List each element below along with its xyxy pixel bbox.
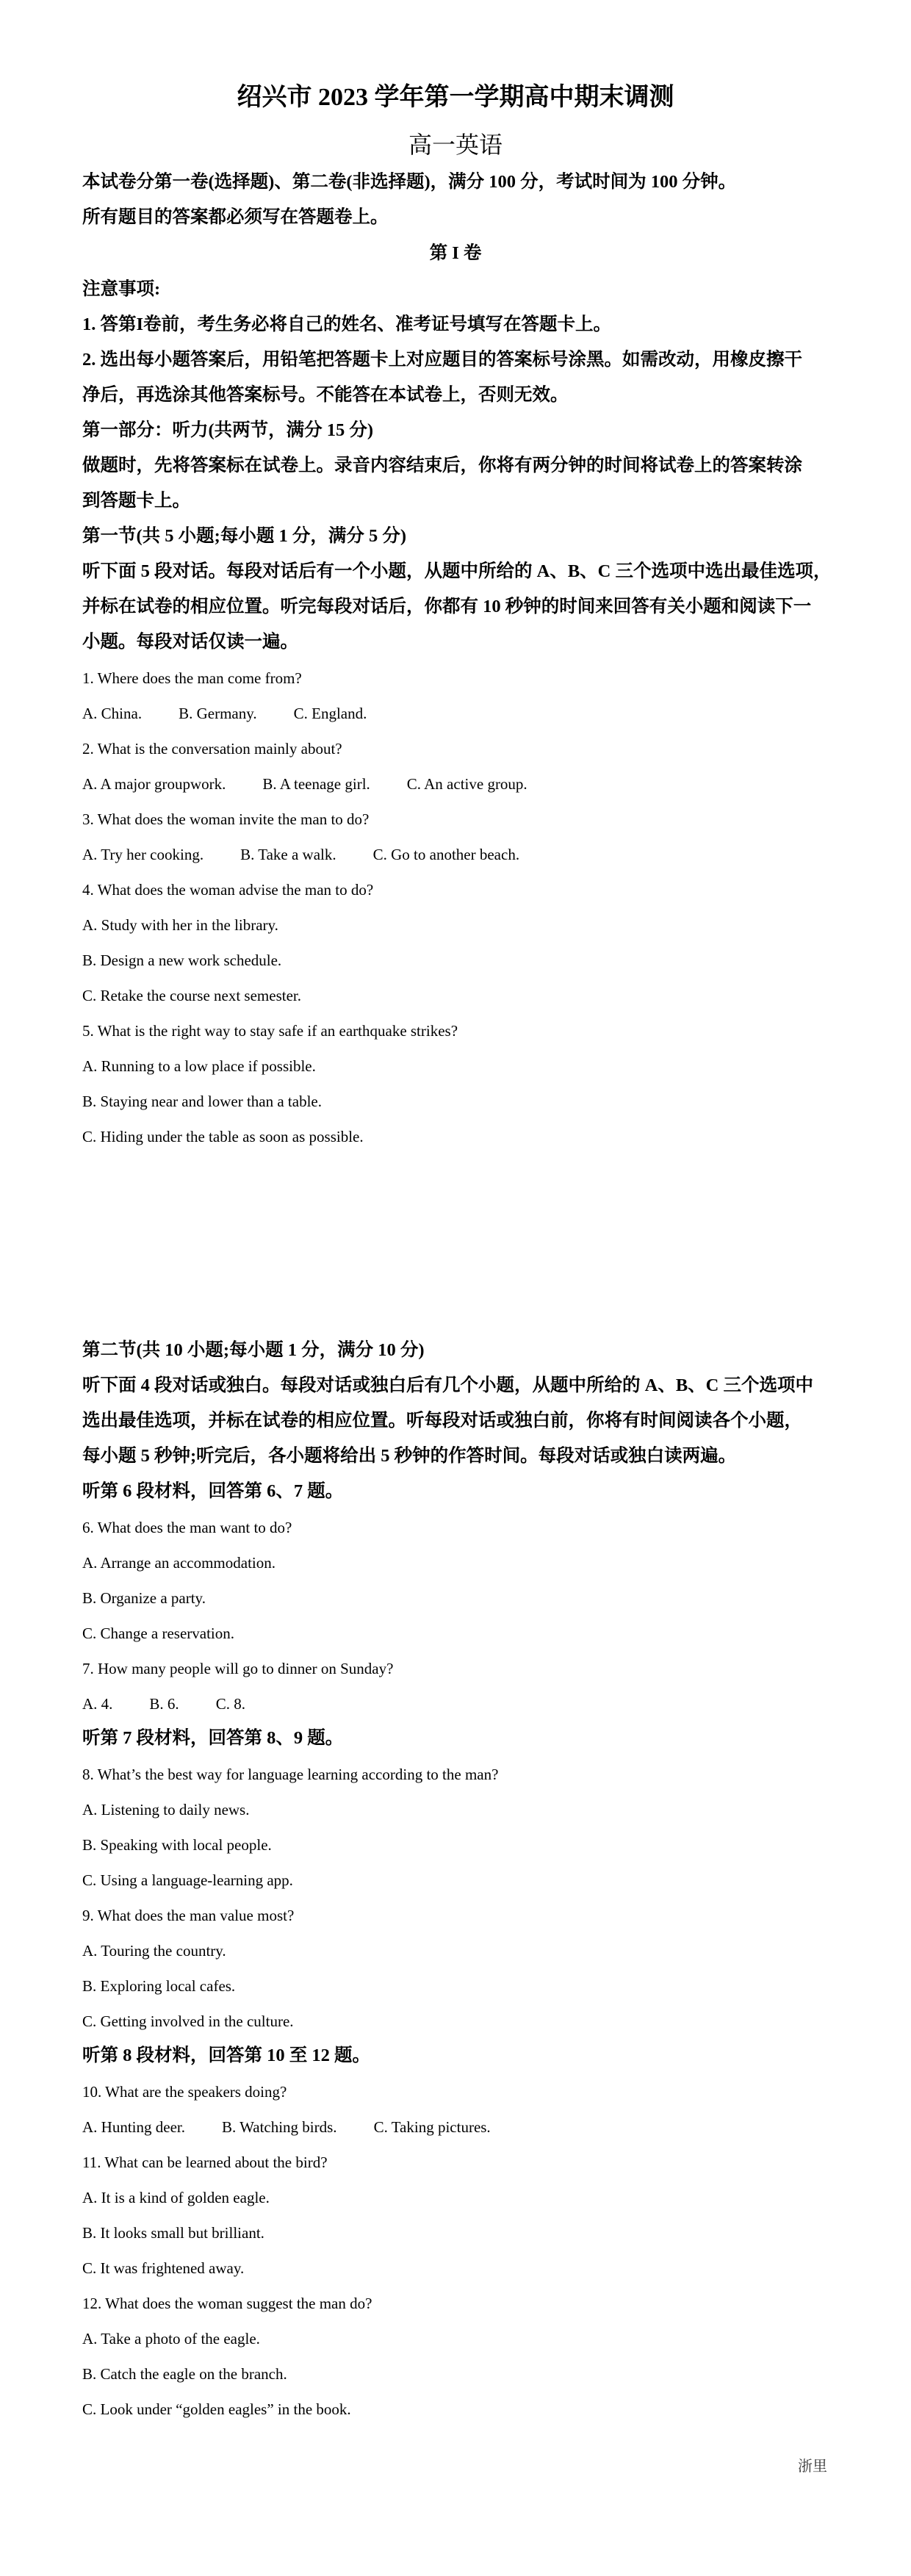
section1-instr-b: 并标在试卷的相应位置。听完每段对话后，你都有 10 秒钟的时间来回答有关小题和阅读下一 — [82, 597, 812, 616]
question-5-option-b: B. Staying near and lower than a table. — [82, 1093, 322, 1110]
question-12-option-a: A. Take a photo of the eagle. — [82, 2330, 260, 2347]
section1-heading: 第一节(共 5 小题;每小题 1 分，满分 5 分) — [82, 526, 406, 546]
section1-instr-a: 听下面 5 段对话。每段对话后有一个小题，从题中所给的 A、B、C 三个选项中选出最佳选项， — [82, 561, 832, 581]
note-2a: 2. 选出每小题答案后，用铅笔把答题卡上对应题目的答案标号涂黑。如需改动，用橡皮擦干 — [82, 350, 802, 370]
option-c: C. Taking pictures. — [373, 2118, 491, 2136]
question-6-option-b: B. Organize a party. — [82, 1589, 206, 1607]
option-b: B. Watching birds. — [221, 2118, 337, 2136]
option-a: A. Try her cooking. — [82, 846, 204, 863]
question-9-option-b: B. Exploring local cafes. — [82, 1977, 236, 1995]
question-5-option-c: C. Hiding under the table as soon as possible. — [82, 1128, 364, 1145]
notes-heading: 注意事项: — [82, 279, 161, 299]
option-b: B. 6. — [149, 1695, 179, 1713]
question-4-option-c: C. Retake the course next semester. — [82, 987, 301, 1004]
question-11-option-b: B. It looks small but brilliant. — [82, 2224, 264, 2242]
material-6-heading: 听第 6 段材料，回答第 6、7 题。 — [82, 1481, 344, 1501]
question-7-options — [82, 1697, 832, 1712]
option-a: A. 4. — [82, 1695, 113, 1713]
question-2-options — [82, 777, 832, 792]
volume-heading: 第 I 卷 — [429, 243, 482, 263]
note-2b: 净后，再选涂其他答案标号。不能答在本试卷上，否则无效。 — [82, 385, 569, 405]
question-6-option-c: C. Change a reservation. — [82, 1625, 235, 1642]
question-8-option-b: B. Speaking with local people. — [82, 1836, 272, 1854]
material-7-heading: 听第 7 段材料，回答第 8、9 题。 — [82, 1728, 344, 1748]
question-2: 2. What is the conversation mainly about? — [82, 740, 342, 758]
part1-heading: 第一部分：听力(共两节，满分 15 分) — [82, 420, 374, 440]
question-8-option-a: A. Listening to daily news. — [82, 1801, 250, 1818]
question-12-option-c: C. Look under “golden eagles” in the book. — [82, 2400, 351, 2418]
exam-title: 绍兴市 2023 学年第一学期高中期末调测 — [237, 84, 674, 111]
note-1: 1. 答第I卷前，考生务必将自己的姓名、准考证号填写在答题卡上。 — [82, 314, 612, 334]
question-9-option-c: C. Getting involved in the culture. — [82, 2012, 294, 2030]
option-c: C. 8. — [215, 1695, 245, 1713]
question-4-option-b: B. Design a new work schedule. — [82, 951, 282, 969]
option-b: B. Germany. — [179, 705, 257, 722]
question-10-options — [82, 2120, 832, 2135]
section2-instr-c: 每小题 5 秒钟;听完后，各小题将给出 5 秒钟的作答时间。每段对话或独白读两遍。 — [82, 1446, 737, 1466]
question-5-option-a: A. Running to a low place if possible. — [82, 1057, 316, 1075]
option-a: A. Hunting deer. — [82, 2118, 185, 2136]
question-6: 6. What does the man want to do? — [82, 1519, 292, 1536]
option-a: A. China. — [82, 705, 143, 722]
question-4: 4. What does the woman advise the man to do? — [82, 881, 374, 899]
option-c: C. An active group. — [406, 775, 527, 793]
question-8: 8. What’s the best way for language learning according to the man? — [82, 1766, 499, 1783]
question-1: 1. Where does the man come from? — [82, 669, 302, 687]
question-6-option-a: A. Arrange an accommodation. — [82, 1554, 276, 1572]
section2-heading: 第二节(共 10 小题;每小题 1 分，满分 10 分) — [82, 1340, 425, 1360]
question-1-options — [82, 706, 832, 722]
intro-line-1: 本试卷分第一卷(选择题)、第二卷(非选择题)，满分 100 分，考试时间为 100 分钟。 — [82, 172, 737, 192]
part1-instr-b: 到答题卡上。 — [82, 491, 190, 511]
section2-instr-a: 听下面 4 段对话或独白。每段对话或独白后有几个小题，从题中所给的 A、B、C 三个选项中 — [82, 1375, 813, 1395]
question-11: 11. What can be learned about the bird? — [82, 2154, 328, 2171]
question-11-option-a: A. It is a kind of golden eagle. — [82, 2189, 270, 2206]
option-c: C. Go to another beach. — [372, 846, 520, 863]
question-10: 10. What are the speakers doing? — [82, 2083, 287, 2101]
option-b: B. Take a walk. — [240, 846, 336, 863]
exam-subject: 高一英语 — [408, 132, 503, 158]
question-4-option-a: A. Study with her in the library. — [82, 916, 278, 934]
intro-line-2: 所有题目的答案都必须写在答题卷上。 — [82, 207, 389, 227]
question-3-options — [82, 847, 832, 863]
material-8-heading: 听第 8 段材料，回答第 10 至 12 题。 — [82, 2046, 370, 2065]
option-a: A. A major groupwork. — [82, 775, 226, 793]
footer-watermark: 浙里 — [798, 2458, 827, 2475]
option-c: C. England. — [293, 705, 367, 722]
question-9: 9. What does the man value most? — [82, 1907, 295, 1924]
section1-instr-c: 小题。每段对话仅读一遍。 — [82, 632, 298, 652]
question-7: 7. How many people will go to dinner on Sunday? — [82, 1660, 394, 1677]
section2-instr-b: 选出最佳选项，并标在试卷的相应位置。听每段对话或独白前，你将有时间阅读各个小题， — [82, 1411, 802, 1431]
question-12: 12. What does the woman suggest the man do? — [82, 2295, 372, 2312]
question-8-option-c: C. Using a language-learning app. — [82, 1871, 293, 1889]
option-b: B. A teenage girl. — [262, 775, 370, 793]
part1-instr-a: 做题时，先将答案标在试卷上。录音内容结束后，你将有两分钟的时间将试卷上的答案转涂 — [82, 456, 802, 475]
question-3: 3. What does the woman invite the man to do? — [82, 810, 370, 828]
question-5: 5. What is the right way to stay safe if an earthquake strikes? — [82, 1022, 458, 1040]
question-12-option-b: B. Catch the eagle on the branch. — [82, 2365, 287, 2383]
question-11-option-c: C. It was frightened away. — [82, 2259, 245, 2277]
question-9-option-a: A. Touring the country. — [82, 1942, 226, 1960]
